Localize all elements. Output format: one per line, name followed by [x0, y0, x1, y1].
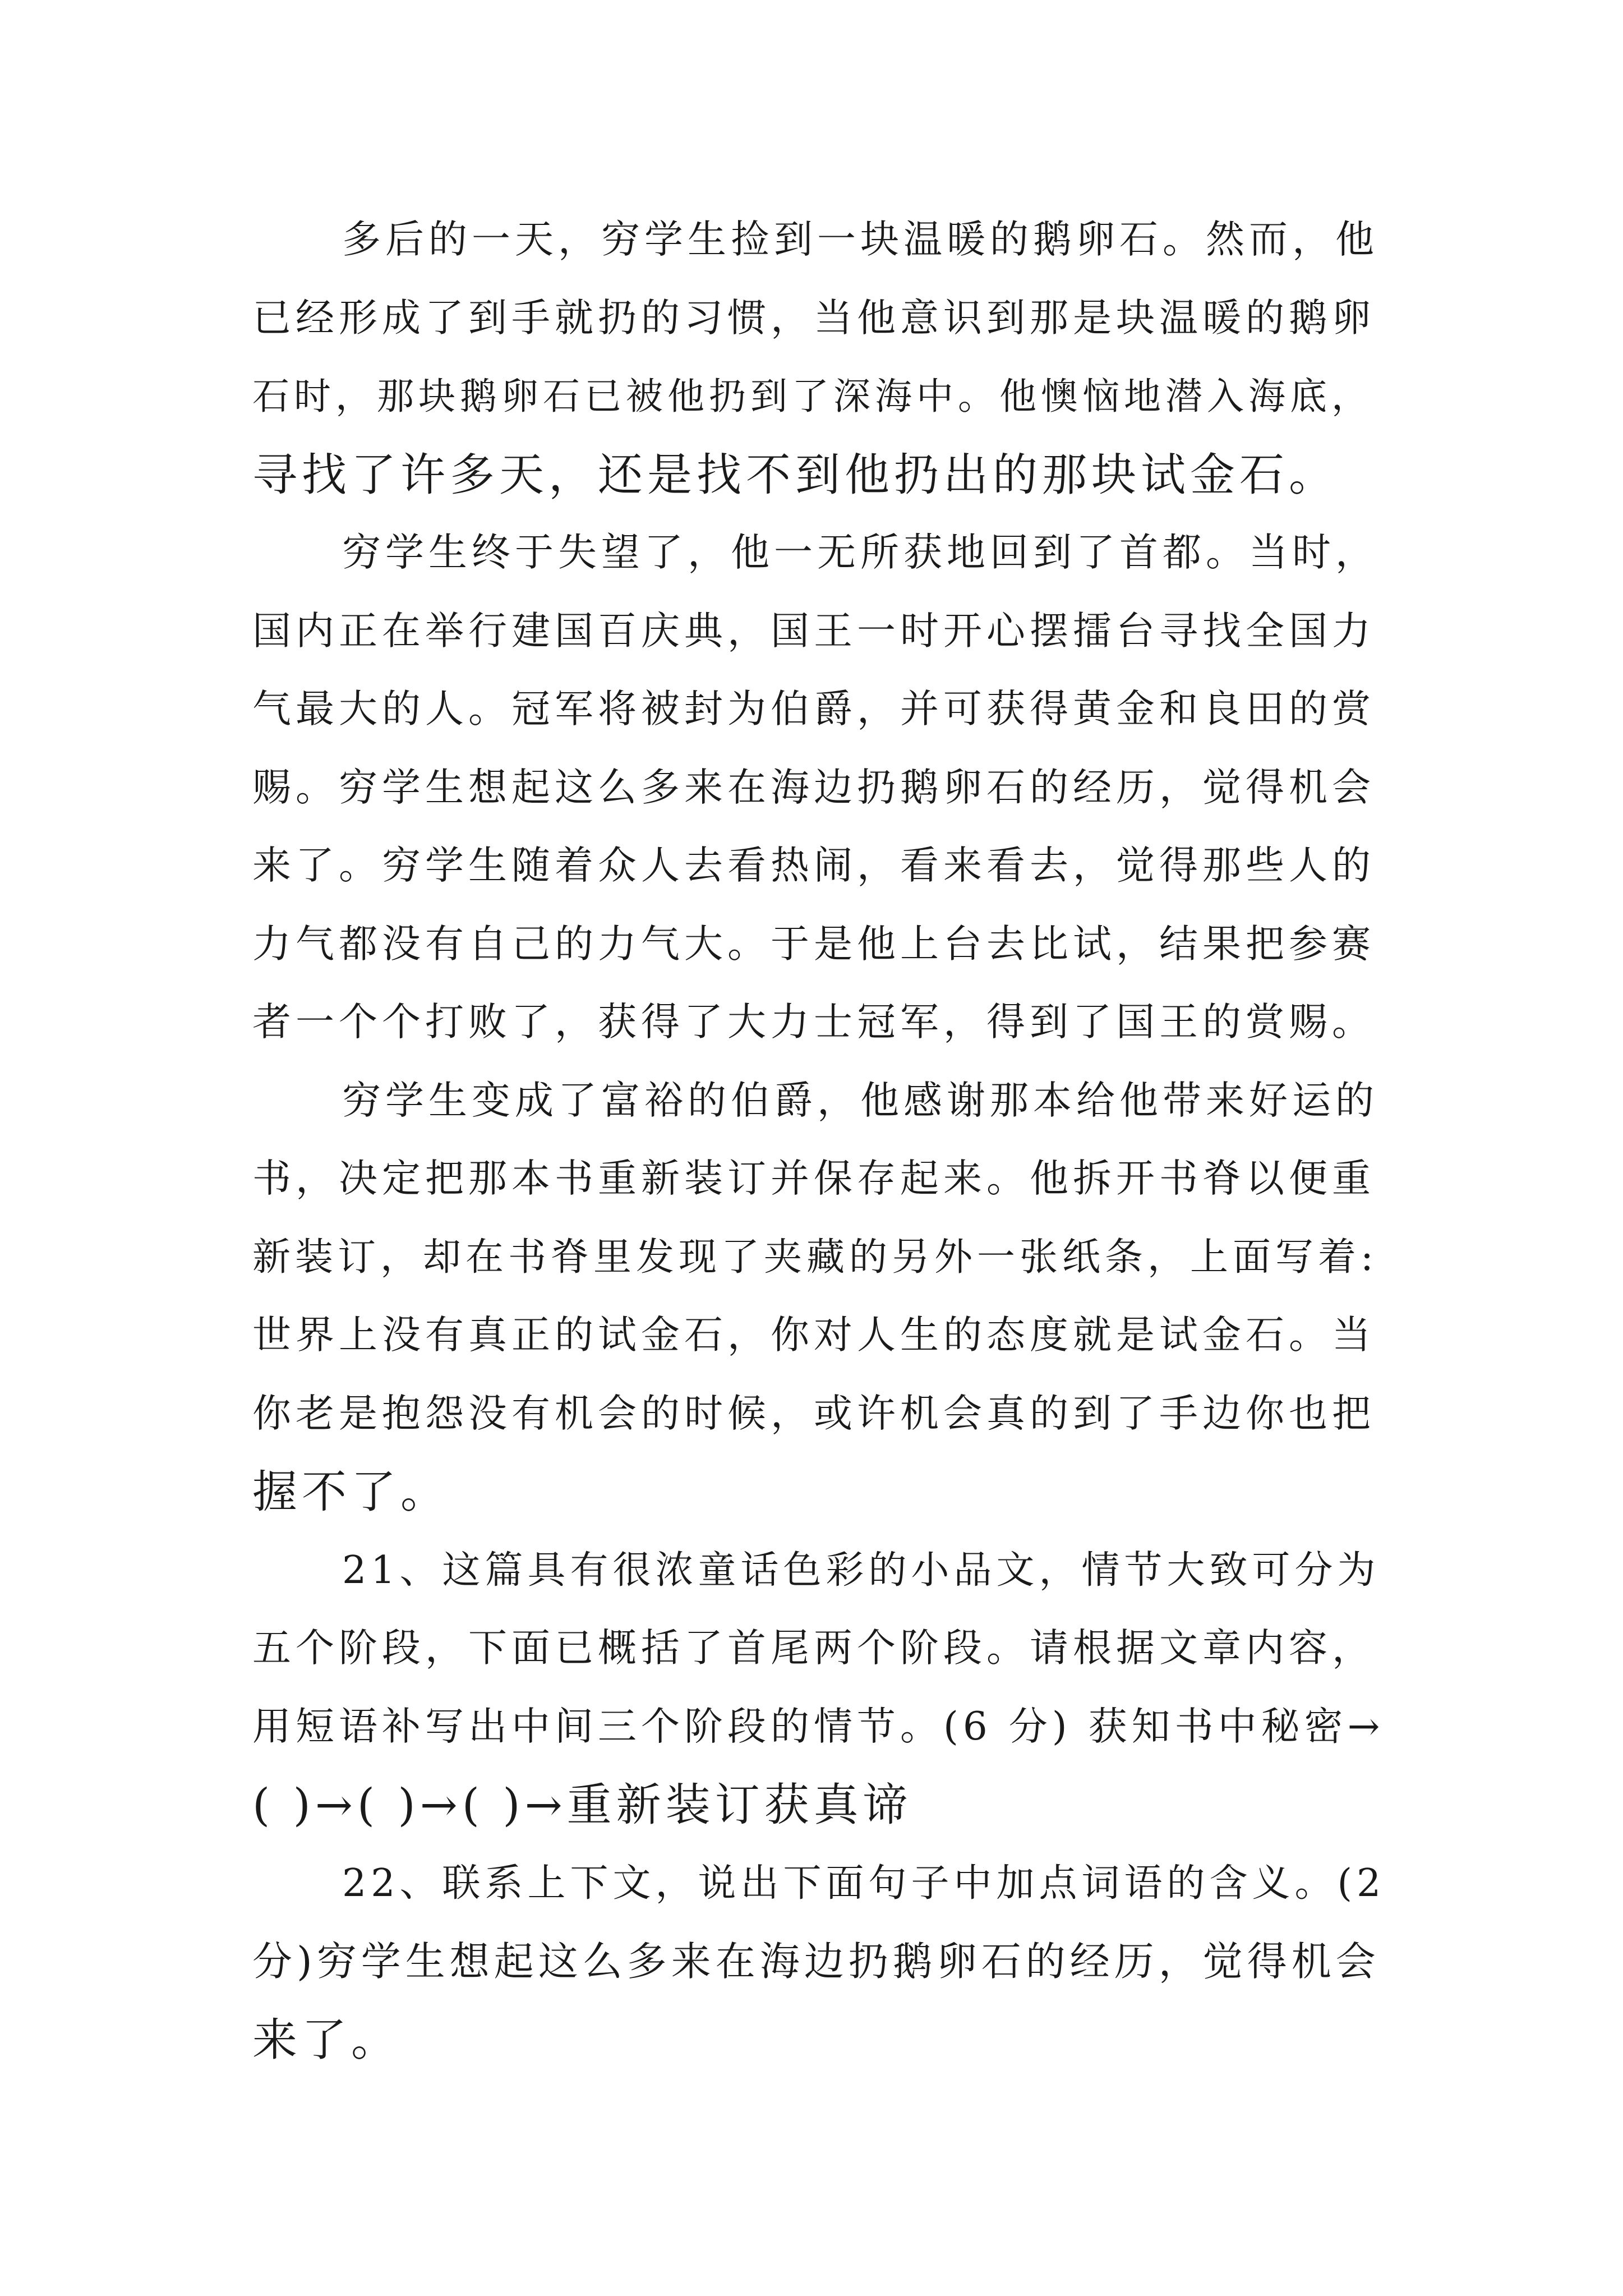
- text-line: 者一个个打败了，获得了大力士冠军，得到了国王的赏赐。: [252, 1000, 1375, 1045]
- text-line: 力气都没有自己的力气大。于是他上台去比试，结果把参赛: [252, 921, 1375, 967]
- question-21: [252, 1531, 1385, 1844]
- text-line: 多后的一天，穷学生捡到一块温暖的鹅卵石。然而，他: [342, 217, 1378, 262]
- text-line: ( )→( )→( )→重新装订获真谛: [252, 1779, 912, 1831]
- paragraph-story-continuation: [252, 201, 1385, 514]
- text-line: 新装订，却在书脊里发现了夹藏的另外一张纸条，上面写着:: [252, 1235, 1378, 1280]
- text-line: 21、这篇具有很浓童话色彩的小品文，情节大致可分为: [342, 1548, 1380, 1593]
- text-line: 书，决定把那本书重新装订并保存起来。他拆开书脊以便重: [252, 1156, 1375, 1201]
- text-line: 五个阶段，下面已概括了首尾两个阶段。请根据文章内容，: [252, 1626, 1375, 1671]
- paragraph-rebinding-book: [252, 1062, 1385, 1531]
- document-body: [252, 201, 1385, 2079]
- text-line: 22、联系上下文，说出下面句子中加点词语的含义。(2: [342, 1861, 1386, 1906]
- text-line: 国内正在举行建国百庆典，国王一时开心摆擂台寻找全国力: [252, 608, 1375, 654]
- text-line: 石时，那块鹅卵石已被他扔到了深海中。他懊恼地潜入海底，: [252, 375, 1373, 418]
- text-line: 寻找了许多天，还是找不到他扔出的那块试金石。: [252, 448, 1338, 501]
- question-22: [252, 1844, 1385, 2079]
- text-line: 握不了。: [252, 1466, 450, 1518]
- text-line: 世界上没有真正的试金石，你对人生的态度就是试金石。当: [252, 1313, 1375, 1358]
- text-line: 来了。穷学生随着众人去看热闹，看来看去，觉得那些人的: [252, 843, 1375, 888]
- text-line: 用短语补写出中间三个阶段的情节。(6 分) 获知书中秘密→: [252, 1704, 1385, 1749]
- text-line: 赐。穷学生想起这么多来在海边扔鹅卵石的经历，觉得机会: [252, 765, 1375, 810]
- text-line: 气最大的人。冠军将被封为伯爵，并可获得黄金和良田的赏: [252, 687, 1375, 731]
- text-line: 穷学生变成了富裕的伯爵，他感谢那本给他带来好运的: [342, 1078, 1378, 1123]
- text-line: 你老是抱怨没有机会的时候，或许机会真的到了手边你也把: [252, 1391, 1375, 1436]
- text-line: 分)穷学生想起这么多来在海边扔鹅卵石的经历，觉得机会: [252, 1938, 1380, 1985]
- text-line: 穷学生终于失望了，他一无所获地回到了首都。当时，: [342, 530, 1378, 575]
- paragraph-return-capital: [252, 514, 1385, 1062]
- text-line: 已经形成了到手就扔的习惯，当他意识到那是块温暖的鹅卵: [252, 295, 1375, 341]
- text-line: 来了。: [252, 2013, 400, 2066]
